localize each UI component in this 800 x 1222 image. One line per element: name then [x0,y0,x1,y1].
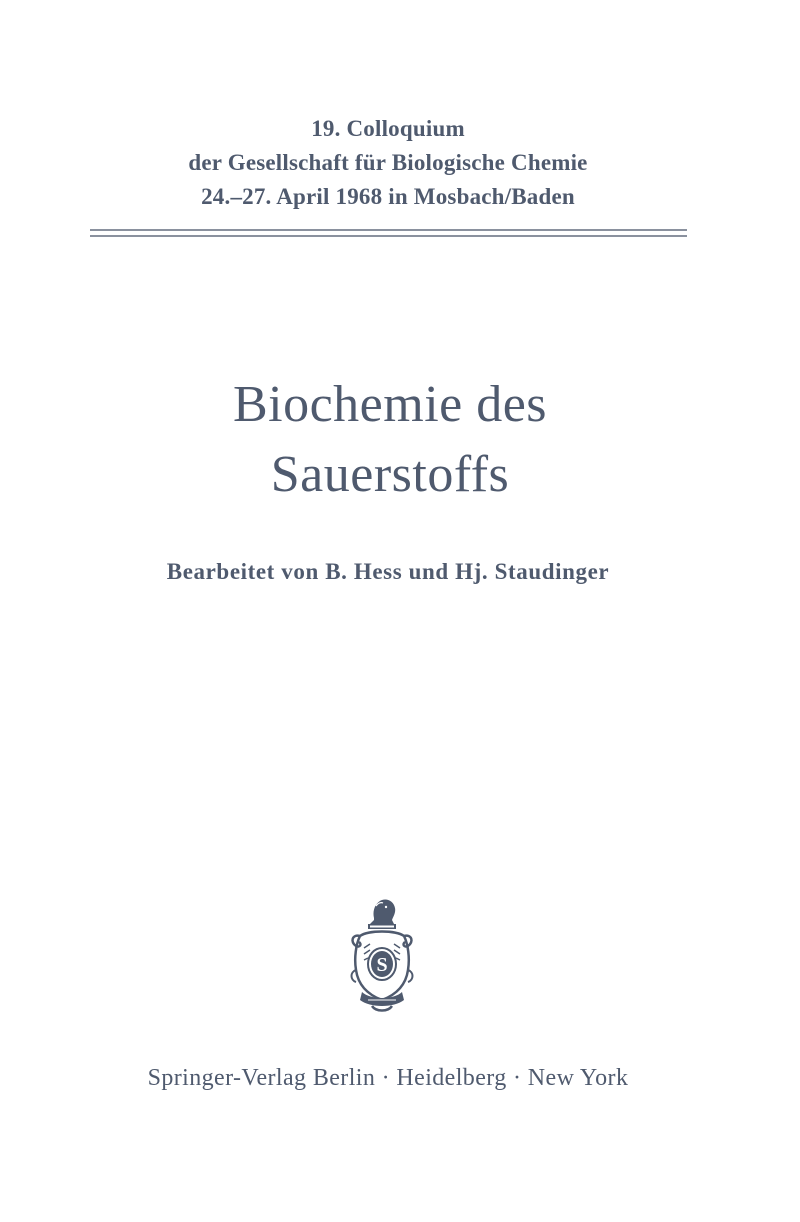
colloquium-header [0,112,776,214]
book-title-line-1: Biochemie des [232,376,548,433]
society-name: der Gesellschaft für Biologische Chemie [188,150,588,175]
editors-line: Bearbeitet von B. Hess und Hj. Staudinger [166,559,610,584]
event-date-place: 24.–27. April 1968 in Mosbach/Baden [201,184,575,209]
logo-monogram: S [376,954,388,976]
book-title-line-2: Sauerstoffs [270,446,510,503]
colloquium-number: 19. Colloquium [311,116,465,141]
book-title [0,370,780,510]
double-rule-top [90,229,687,231]
publisher-imprint: Springer-Verlag Berlin · Heidelberg · New York [147,1065,629,1091]
double-rule-bottom [90,235,687,237]
springer-knight-logo-icon [348,896,416,1014]
